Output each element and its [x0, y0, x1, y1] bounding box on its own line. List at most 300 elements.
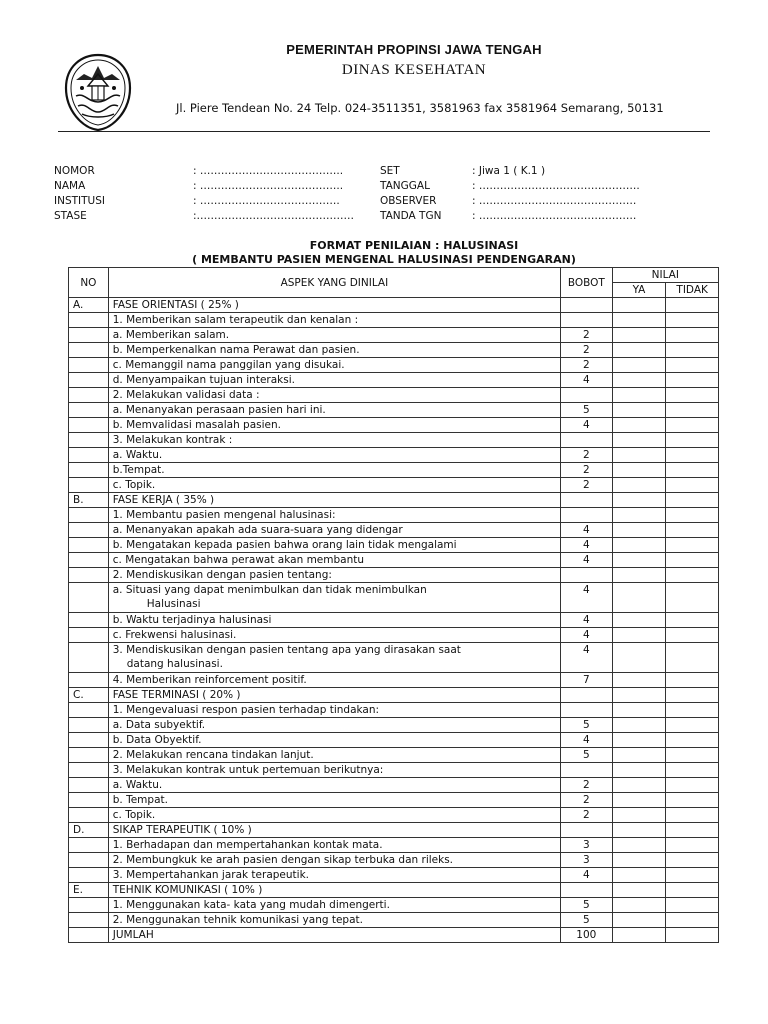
row-aspect — [108, 823, 560, 838]
score-ya-cell[interactable] — [612, 538, 666, 553]
row-number — [69, 853, 109, 868]
aspect-text: JUMLAH — [112, 929, 154, 941]
aspect-text: a. Waktu. — [112, 449, 163, 461]
score-tidak-cell[interactable] — [666, 388, 719, 403]
aspect-text: c. Mengatakan bahwa perawat akan membantu — [112, 554, 365, 566]
table-row — [69, 508, 719, 523]
score-tidak-cell[interactable] — [666, 823, 719, 838]
aspect-text: 3. Melakukan kontrak : — [112, 434, 233, 446]
meta-value: : …………………………………. — [193, 195, 340, 207]
aspect-text: 4. Memberikan reinforcement positif. — [112, 674, 307, 686]
row-weight — [561, 823, 613, 838]
row-aspect — [108, 583, 560, 613]
table-row — [69, 688, 719, 703]
meta-label: NOMOR — [54, 165, 95, 177]
score-tidak-cell[interactable] — [666, 568, 719, 583]
aspect-text-continued: Halusinasi — [146, 598, 201, 610]
table-row — [69, 748, 719, 763]
aspect-text: d. Menyampaikan tujuan interaksi. — [112, 374, 295, 386]
table-row — [69, 553, 719, 568]
score-tidak-cell[interactable] — [666, 448, 719, 463]
score-tidak-cell[interactable] — [666, 838, 719, 853]
aspect-text: c. Memanggil nama panggilan yang disukai. — [112, 359, 345, 371]
header-no: NO — [69, 268, 109, 298]
table-row — [69, 673, 719, 688]
row-weight — [561, 388, 613, 403]
row-number — [69, 478, 109, 493]
table-row — [69, 523, 719, 538]
row-number — [69, 613, 109, 628]
row-aspect — [108, 868, 560, 883]
score-ya-cell[interactable] — [612, 568, 666, 583]
aspect-text: 2. Melakukan rencana tindakan lanjut. — [112, 749, 314, 761]
table-row — [69, 298, 719, 313]
row-aspect — [108, 643, 560, 673]
row-aspect — [108, 673, 560, 688]
score-ya-cell[interactable] — [612, 793, 666, 808]
row-number — [69, 553, 109, 568]
row-number: C. — [69, 688, 109, 703]
aspect-text: a. Menanyakan perasaan pasien hari ini. — [112, 404, 326, 416]
table-row — [69, 448, 719, 463]
score-tidak-cell[interactable] — [666, 508, 719, 523]
score-ya-cell[interactable] — [612, 448, 666, 463]
row-weight: 5 — [561, 403, 613, 418]
score-ya-cell[interactable] — [612, 748, 666, 763]
meta-label: SET — [380, 165, 400, 177]
score-tidak-cell[interactable] — [666, 343, 719, 358]
row-weight: 4 — [561, 418, 613, 433]
row-number — [69, 718, 109, 733]
row-number — [69, 373, 109, 388]
row-aspect — [108, 733, 560, 748]
row-number — [69, 808, 109, 823]
row-aspect — [108, 898, 560, 913]
table-row — [69, 358, 719, 373]
score-ya-cell[interactable] — [612, 343, 666, 358]
aspect-text: 2. Menggunakan tehnik komunikasi yang tepat. — [112, 914, 363, 926]
table-row — [69, 403, 719, 418]
row-weight — [561, 703, 613, 718]
meta-label: TANGGAL — [380, 180, 430, 192]
row-weight: 5 — [561, 748, 613, 763]
aspect-text: 1. Memberikan salam terapeutik dan kenalan : — [112, 314, 359, 326]
aspect-text: 1. Membantu pasien mengenal halusinasi: — [112, 509, 336, 521]
score-ya-cell[interactable] — [612, 403, 666, 418]
row-aspect — [108, 343, 560, 358]
header-government: PEMERINTAH PROPINSI JAWA TENGAH — [286, 42, 542, 57]
score-tidak-cell[interactable] — [666, 808, 719, 823]
aspect-text: b. Waktu terjadinya halusinasi — [112, 614, 272, 626]
row-weight: 2 — [561, 808, 613, 823]
row-weight: 4 — [561, 553, 613, 568]
row-weight: 4 — [561, 628, 613, 643]
score-tidak-cell[interactable] — [666, 748, 719, 763]
row-aspect — [108, 568, 560, 583]
score-tidak-cell[interactable] — [666, 688, 719, 703]
score-tidak-cell[interactable] — [666, 298, 719, 313]
aspect-text: 3. Mendiskusikan dengan pasien tentang apa yang dirasakan saat — [112, 644, 461, 656]
row-weight — [561, 763, 613, 778]
row-weight: 2 — [561, 793, 613, 808]
row-number — [69, 403, 109, 418]
score-tidak-cell[interactable] — [666, 358, 719, 373]
meta-label: NAMA — [54, 180, 86, 192]
row-aspect — [108, 748, 560, 763]
row-aspect — [108, 763, 560, 778]
aspect-text: FASE KERJA ( 35% ) — [112, 494, 215, 506]
aspect-text: b. Mengatakan kepada pasien bahwa orang lain tidak mengalami — [112, 539, 457, 551]
row-aspect — [108, 313, 560, 328]
score-ya-cell[interactable] — [612, 763, 666, 778]
score-tidak-cell[interactable] — [666, 313, 719, 328]
row-weight: 2 — [561, 448, 613, 463]
table-row — [69, 418, 719, 433]
meta-right-values — [472, 164, 640, 224]
row-aspect — [108, 553, 560, 568]
aspect-text: SIKAP TERAPEUTIK ( 10% ) — [112, 824, 252, 836]
score-ya-cell[interactable] — [612, 703, 666, 718]
row-number — [69, 643, 109, 673]
meta-label: OBSERVER — [380, 195, 437, 207]
row-weight: 4 — [561, 643, 613, 673]
row-number — [69, 868, 109, 883]
row-number — [69, 778, 109, 793]
row-weight — [561, 688, 613, 703]
score-ya-cell[interactable] — [612, 778, 666, 793]
aspect-text: 2. Membungkuk ke arah pasien dengan sikap terbuka dan rileks. — [112, 854, 454, 866]
table-row — [69, 793, 719, 808]
row-number — [69, 673, 109, 688]
score-tidak-cell[interactable] — [666, 373, 719, 388]
score-ya-cell[interactable] — [612, 373, 666, 388]
score-tidak-cell[interactable] — [666, 778, 719, 793]
score-ya-cell[interactable] — [612, 583, 666, 613]
table-row — [69, 568, 719, 583]
table-row — [69, 703, 719, 718]
score-ya-cell[interactable] — [612, 823, 666, 838]
row-weight: 2 — [561, 478, 613, 493]
row-weight: 2 — [561, 778, 613, 793]
form-subtitle: ( MEMBANTU PASIEN MENGENAL HALUSINASI PENDENGARAN) — [192, 253, 576, 266]
aspect-text: b. Tempat. — [112, 794, 168, 806]
row-number — [69, 508, 109, 523]
score-tidak-cell[interactable] — [666, 913, 719, 928]
row-number — [69, 583, 109, 613]
row-aspect — [108, 478, 560, 493]
score-tidak-cell[interactable] — [666, 613, 719, 628]
row-aspect — [108, 298, 560, 313]
aspect-text: b. Data Obyektif. — [112, 734, 202, 746]
score-ya-cell[interactable] — [612, 313, 666, 328]
row-number — [69, 898, 109, 913]
row-number: B. — [69, 493, 109, 508]
row-aspect — [108, 913, 560, 928]
score-tidak-cell[interactable] — [666, 463, 719, 478]
table-row — [69, 433, 719, 448]
score-tidak-cell[interactable] — [666, 898, 719, 913]
row-aspect — [108, 718, 560, 733]
meta-value: :……………………………………… — [193, 210, 355, 222]
row-weight: 3 — [561, 838, 613, 853]
table-row — [69, 478, 719, 493]
score-ya-cell[interactable] — [612, 433, 666, 448]
row-weight — [561, 313, 613, 328]
row-weight: 2 — [561, 463, 613, 478]
score-tidak-cell[interactable] — [666, 523, 719, 538]
row-weight: 4 — [561, 538, 613, 553]
score-ya-cell[interactable] — [612, 418, 666, 433]
score-tidak-cell[interactable] — [666, 883, 719, 898]
score-tidak-cell[interactable] — [666, 493, 719, 508]
row-aspect — [108, 808, 560, 823]
table-row — [69, 643, 719, 673]
row-weight: 5 — [561, 898, 613, 913]
table-row — [69, 718, 719, 733]
table-row — [69, 373, 719, 388]
aspect-text: TEHNIK KOMUNIKASI ( 10% ) — [112, 884, 263, 896]
aspect-text: c. Topik. — [112, 809, 156, 821]
table-row — [69, 763, 719, 778]
assessment-table — [68, 267, 719, 943]
aspect-text: 1. Mengevaluasi respon pasien terhadap tindakan: — [112, 704, 380, 716]
row-aspect — [108, 703, 560, 718]
row-number — [69, 328, 109, 343]
header-aspek: ASPEK YANG DINILAI — [108, 268, 560, 298]
aspect-text: b. Memvalidasi masalah pasien. — [112, 419, 281, 431]
score-tidak-cell[interactable] — [666, 328, 719, 343]
row-number: E. — [69, 883, 109, 898]
row-weight: 4 — [561, 613, 613, 628]
row-number — [69, 793, 109, 808]
score-tidak-cell[interactable] — [666, 928, 719, 943]
table-row — [69, 328, 719, 343]
row-weight: 2 — [561, 343, 613, 358]
table-row — [69, 388, 719, 403]
score-ya-cell[interactable] — [612, 493, 666, 508]
meta-label: INSTITUSI — [54, 195, 105, 207]
aspect-text: 2. Melakukan validasi data : — [112, 389, 260, 401]
row-aspect — [108, 328, 560, 343]
row-number — [69, 628, 109, 643]
row-number — [69, 838, 109, 853]
aspect-text-continued: datang halusinasi. — [126, 658, 223, 670]
header-tidak: TIDAK — [666, 283, 719, 298]
score-ya-cell[interactable] — [612, 673, 666, 688]
row-number — [69, 523, 109, 538]
score-tidak-cell[interactable] — [666, 733, 719, 748]
row-number — [69, 703, 109, 718]
table-row — [69, 913, 719, 928]
table-row — [69, 868, 719, 883]
row-number — [69, 928, 109, 943]
score-tidak-cell[interactable] — [666, 418, 719, 433]
score-ya-cell[interactable] — [612, 613, 666, 628]
aspect-text: 1. Menggunakan kata- kata yang mudah dimengerti. — [112, 899, 390, 911]
row-number — [69, 568, 109, 583]
row-weight: 5 — [561, 913, 613, 928]
row-aspect — [108, 793, 560, 808]
score-ya-cell[interactable] — [612, 478, 666, 493]
score-ya-cell[interactable] — [612, 463, 666, 478]
row-aspect — [108, 463, 560, 478]
row-number: D. — [69, 823, 109, 838]
aspect-text: a. Situasi yang dapat menimbulkan dan tidak menimbulkan — [112, 584, 427, 596]
row-aspect — [108, 628, 560, 643]
row-weight: 7 — [561, 673, 613, 688]
row-number — [69, 748, 109, 763]
score-ya-cell[interactable] — [612, 928, 666, 943]
row-aspect — [108, 838, 560, 853]
score-tidak-cell[interactable] — [666, 718, 719, 733]
row-aspect — [108, 928, 560, 943]
score-tidak-cell[interactable] — [666, 643, 719, 673]
aspect-text: 3. Melakukan kontrak untuk pertemuan berikutnya: — [112, 764, 384, 776]
row-aspect — [108, 358, 560, 373]
table-row — [69, 733, 719, 748]
aspect-text: a. Data subyektif. — [112, 719, 206, 731]
aspect-text: FASE TERMINASI ( 20% ) — [112, 689, 241, 701]
score-tidak-cell[interactable] — [666, 478, 719, 493]
meta-value: : ……………………………………… — [472, 210, 637, 222]
score-tidak-cell[interactable] — [666, 538, 719, 553]
score-ya-cell[interactable] — [612, 808, 666, 823]
row-weight: 4 — [561, 733, 613, 748]
score-tidak-cell[interactable] — [666, 703, 719, 718]
score-ya-cell[interactable] — [612, 853, 666, 868]
header-ya: YA — [612, 283, 666, 298]
table-row — [69, 808, 719, 823]
score-ya-cell[interactable] — [612, 718, 666, 733]
meta-value: : ………………………………….. — [193, 165, 344, 177]
table-row — [69, 838, 719, 853]
meta-label: TANDA TGN — [380, 210, 442, 222]
row-aspect — [108, 688, 560, 703]
score-ya-cell[interactable] — [612, 688, 666, 703]
table-row — [69, 313, 719, 328]
row-aspect — [108, 853, 560, 868]
row-aspect — [108, 388, 560, 403]
header-divider — [58, 131, 710, 132]
row-weight — [561, 298, 613, 313]
score-tidak-cell[interactable] — [666, 868, 719, 883]
aspect-text: FASE ORIENTASI ( 25% ) — [112, 299, 239, 311]
score-ya-cell[interactable] — [612, 388, 666, 403]
row-weight — [561, 568, 613, 583]
meta-label: STASE — [54, 210, 87, 222]
aspect-text: a. Waktu. — [112, 779, 163, 791]
aspect-text: c. Topik. — [112, 479, 156, 491]
header-address: Jl. Piere Tendean No. 24 Telp. 024-3511351, 3581963 fax 3581964 Semarang, 50131 — [176, 101, 664, 115]
row-weight — [561, 493, 613, 508]
score-tidak-cell[interactable] — [666, 583, 719, 613]
table-row — [69, 463, 719, 478]
row-number — [69, 538, 109, 553]
table-body — [69, 298, 719, 943]
score-ya-cell[interactable] — [612, 358, 666, 373]
table-row — [69, 613, 719, 628]
score-tidak-cell[interactable] — [666, 673, 719, 688]
form-title: FORMAT PENILAIAN : HALUSINASI — [309, 239, 519, 252]
row-aspect — [108, 493, 560, 508]
score-ya-cell[interactable] — [612, 883, 666, 898]
score-tidak-cell[interactable] — [666, 403, 719, 418]
score-tidak-cell[interactable] — [666, 793, 719, 808]
meta-value: : ………………………………….. — [193, 180, 344, 192]
table-row — [69, 343, 719, 358]
score-tidak-cell[interactable] — [666, 763, 719, 778]
score-tidak-cell[interactable] — [666, 433, 719, 448]
score-ya-cell[interactable] — [612, 643, 666, 673]
row-aspect — [108, 433, 560, 448]
score-ya-cell[interactable] — [612, 628, 666, 643]
header-agency: DINAS KESEHATAN — [341, 62, 487, 78]
row-aspect — [108, 418, 560, 433]
score-ya-cell[interactable] — [612, 553, 666, 568]
aspect-text: a. Memberikan salam. — [112, 329, 230, 341]
score-ya-cell[interactable] — [612, 328, 666, 343]
table-row — [69, 493, 719, 508]
score-ya-cell[interactable] — [612, 523, 666, 538]
row-number — [69, 463, 109, 478]
score-ya-cell[interactable] — [612, 913, 666, 928]
aspect-text: 2. Mendiskusikan dengan pasien tentang: — [112, 569, 332, 581]
score-ya-cell[interactable] — [612, 838, 666, 853]
meta-right-labels — [380, 164, 441, 224]
score-ya-cell[interactable] — [612, 898, 666, 913]
score-tidak-cell[interactable] — [666, 628, 719, 643]
row-aspect — [108, 538, 560, 553]
aspect-text: b.Tempat. — [112, 464, 165, 476]
score-tidak-cell[interactable] — [666, 853, 719, 868]
table-row — [69, 883, 719, 898]
table-row — [69, 928, 719, 943]
table-row — [69, 778, 719, 793]
row-number — [69, 313, 109, 328]
score-ya-cell[interactable] — [612, 868, 666, 883]
meta-value: : Jiwa 1 ( K.1 ) — [472, 165, 546, 177]
row-number — [69, 913, 109, 928]
score-ya-cell[interactable] — [612, 733, 666, 748]
row-weight: 2 — [561, 328, 613, 343]
row-weight: 4 — [561, 583, 613, 613]
row-number — [69, 388, 109, 403]
meta-left-values — [193, 164, 354, 224]
table-row — [69, 538, 719, 553]
aspect-text: c. Frekwensi halusinasi. — [112, 629, 237, 641]
score-tidak-cell[interactable] — [666, 553, 719, 568]
table-row — [69, 898, 719, 913]
score-ya-cell[interactable] — [612, 508, 666, 523]
row-number — [69, 433, 109, 448]
row-weight: 3 — [561, 853, 613, 868]
score-ya-cell[interactable] — [612, 298, 666, 313]
row-weight: 2 — [561, 358, 613, 373]
meta-left-labels — [54, 164, 105, 224]
row-aspect — [108, 613, 560, 628]
row-aspect — [108, 403, 560, 418]
row-number — [69, 343, 109, 358]
row-weight: 4 — [561, 868, 613, 883]
meta-value: : ……………………………………… — [472, 195, 637, 207]
table-row — [69, 628, 719, 643]
row-weight: 4 — [561, 373, 613, 388]
aspect-text: a. Menanyakan apakah ada suara-suara yang didengar — [112, 524, 403, 536]
row-weight: 4 — [561, 523, 613, 538]
aspect-text: b. Memperkenalkan nama Perawat dan pasien. — [112, 344, 360, 356]
table-row — [69, 853, 719, 868]
row-number: A. — [69, 298, 109, 313]
